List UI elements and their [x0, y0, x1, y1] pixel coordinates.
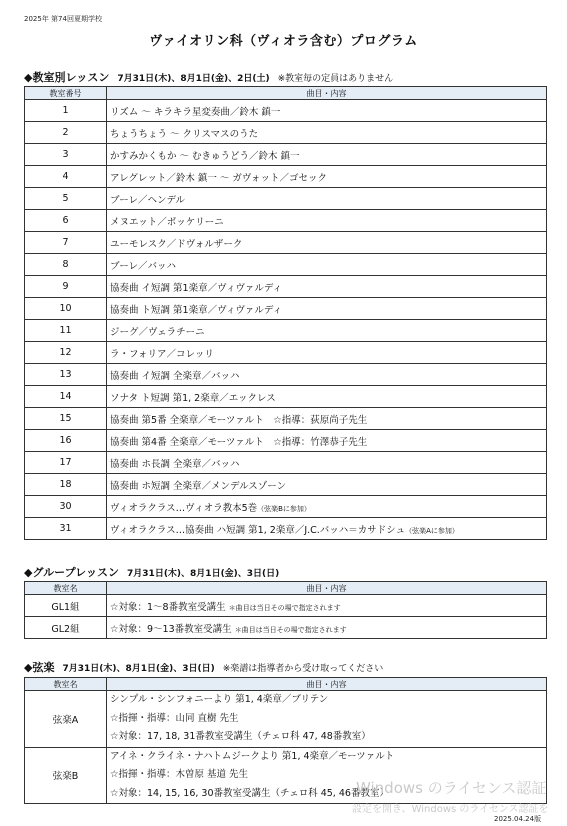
group-heading-row: [24, 564, 279, 580]
program-text: リズム 〜 キラキラ星変奏曲／鈴木 鎮一: [110, 106, 281, 118]
group-table: [24, 581, 547, 639]
strings-dates: 7月31日(木)、8月1日(金)、3日(日): [62, 664, 215, 674]
program-text: 協奏曲 ホ長調 全楽章／バッハ: [110, 458, 240, 470]
room-number: 18: [25, 474, 107, 496]
room-number: 13: [25, 364, 107, 386]
school-name: 2025年 第74回夏期学校: [24, 15, 102, 23]
room-number: 15: [25, 408, 107, 430]
table-row: [25, 430, 547, 452]
room-number: 8: [25, 254, 107, 276]
table-row: [25, 408, 547, 430]
table-row: [25, 496, 547, 518]
lessons-table: [24, 86, 547, 540]
program-text: ブーレ／ヘンデル: [110, 194, 186, 206]
program-text: 協奏曲 イ短調 第1楽章／ヴィヴァルディ: [110, 282, 283, 294]
table-row: [25, 276, 547, 298]
room-number: 12: [25, 342, 107, 364]
lessons-dates: 7月31日(木)、8月1日(金)、2日(土): [117, 74, 270, 84]
activation-watermark-title: Windows のライセンス認証: [356, 779, 547, 797]
strings-heading: ◆弦楽: [24, 661, 55, 674]
room-number: 14: [25, 386, 107, 408]
group-header-row: [25, 582, 547, 595]
program-text: ジーグ／ヴェラチーニ: [110, 326, 205, 338]
program-content: [107, 166, 547, 188]
program-text: ユーモレスク／ドヴォルザーク: [110, 238, 243, 250]
table-row: [25, 452, 547, 474]
table-row: [25, 254, 547, 276]
room-number: 6: [25, 210, 107, 232]
column-header: 曲目・内容: [107, 582, 547, 595]
program-line: ☆指揮・指導：木曽原 基道 先生: [110, 769, 249, 780]
room-number: 16: [25, 430, 107, 452]
lessons-header-row: [25, 87, 547, 100]
program-text: 協奏曲 第5番 全楽章／モーツァルト ☆指導：荻原尚子先生: [110, 414, 368, 426]
program-text: 協奏曲 第4番 全楽章／モーツァルト ☆指導：竹澤恭子先生: [110, 436, 368, 448]
table-row: [25, 518, 547, 540]
program-text: ヴィオラクラス…協奏曲 ハ短調 第1, 2楽章／J.C.バッハ＝カサドシュ: [110, 524, 406, 536]
program-content: [107, 430, 547, 452]
program-content: [107, 100, 547, 122]
room-name: 弦楽B: [25, 747, 107, 804]
room-number: 7: [25, 232, 107, 254]
room-number: 3: [25, 144, 107, 166]
program-note: （弦楽Aに参加）: [405, 526, 459, 535]
room-number: 17: [25, 452, 107, 474]
program-content: [107, 386, 547, 408]
room-number: 2: [25, 122, 107, 144]
program-content: [107, 144, 547, 166]
table-row: [25, 474, 547, 496]
lessons-body: [25, 100, 547, 540]
program-content: [107, 254, 547, 276]
page-title: ヴァイオリン科（ヴィオラ含む）プログラム: [149, 34, 418, 49]
group-dates: 7月31日(木)、8月1日(金)、3日(日): [127, 569, 280, 579]
table-row: [25, 364, 547, 386]
program-text: 協奏曲 ト短調 第1楽章／ヴィヴァルディ: [110, 304, 283, 316]
room-number: 30: [25, 496, 107, 518]
program-content: [107, 474, 547, 496]
program-content: [107, 452, 547, 474]
room-name: 弦楽A: [25, 691, 107, 748]
room-number: 31: [25, 518, 107, 540]
table-row: [25, 298, 547, 320]
program-content: [107, 342, 547, 364]
table-row: [25, 210, 547, 232]
room-number: 11: [25, 320, 107, 342]
program-note: ＊曲目は当日その場で指定されます: [228, 603, 341, 612]
table-row: [25, 691, 547, 748]
program-text: ソナタ ト短調 第1, 2楽章／エックレス: [110, 392, 276, 404]
table-row: [25, 188, 547, 210]
group-heading: ◆グループレッスン: [24, 566, 120, 579]
column-header: 教室名: [25, 678, 107, 691]
program-text: ちょうちょう 〜 クリスマスのうた: [110, 128, 259, 140]
table-row: [25, 232, 547, 254]
table-row: [25, 342, 547, 364]
program-text: ラ・フォリア／コレッリ: [110, 348, 214, 360]
table-row: [25, 595, 547, 617]
column-header: 曲目・内容: [107, 678, 547, 691]
program-content: [107, 122, 547, 144]
room-number: 4: [25, 166, 107, 188]
room-name: GL1組: [25, 595, 107, 617]
program-content: [107, 518, 547, 540]
table-row: [25, 386, 547, 408]
group-body: [25, 595, 547, 639]
lessons-heading-row: [24, 69, 393, 85]
program-text: ヴィオラクラス…ヴィオラ教本5巻: [110, 502, 258, 514]
program-content: [107, 595, 547, 617]
program-note: （弦楽Bに参加）: [257, 504, 311, 513]
lessons-heading: ◆教室別レッスン: [24, 71, 110, 84]
program-text: 協奏曲 ホ短調 全楽章／メンデルスゾーン: [110, 480, 287, 492]
program-content: [107, 276, 547, 298]
program-text: かすみかくもか 〜 むきゅうどう／鈴木 鎮一: [110, 150, 300, 162]
program-text: アレグレット／鈴木 鎮一 〜 ガヴォット／ゴセック: [110, 172, 328, 184]
program-content: [107, 210, 547, 232]
program-content: [107, 320, 547, 342]
program-line: ☆対象：14, 15, 16, 30番教室受講生（チェロ科 45, 46番教室）: [110, 787, 389, 799]
program-content: [107, 188, 547, 210]
strings-note: ※楽譜は指導者から受け取ってください: [222, 664, 384, 674]
program-content: [107, 298, 547, 320]
version-date: 2025.04.24版: [494, 815, 542, 823]
table-row: [25, 144, 547, 166]
program-text: メヌエット／ボッケリーニ: [110, 216, 224, 228]
program-line: シンプル・シンフォニーより 第1, 4楽章／ブリテン: [110, 694, 329, 705]
strings-header-row: [25, 678, 547, 691]
column-header: 教室名: [25, 582, 107, 595]
room-number: 9: [25, 276, 107, 298]
program-line: ☆対象：17, 18, 31番教室受講生（チェロ科 47, 48番教室）: [110, 731, 371, 742]
program-content: [107, 496, 547, 518]
program-note: ＊曲目は当日その場で指定されます: [234, 625, 347, 634]
room-number: 1: [25, 100, 107, 122]
table-row: [25, 122, 547, 144]
table-row: [25, 100, 547, 122]
program-content: [107, 691, 547, 748]
program-content: [107, 617, 547, 639]
target-text: ☆対象：1〜8番教室受講生: [110, 601, 226, 613]
column-header: 教室番号: [25, 87, 107, 100]
room-name: GL2組: [25, 617, 107, 639]
table-row: [25, 617, 547, 639]
program-text: 協奏曲 イ短調 全楽章／バッハ: [110, 370, 240, 382]
room-number: 10: [25, 298, 107, 320]
program-line: アイネ・クライネ・ナハトムジークより 第1, 4楽章／モーツァルト: [110, 750, 395, 762]
column-header: 曲目・内容: [107, 87, 547, 100]
table-row: [25, 320, 547, 342]
strings-heading-row: [24, 659, 383, 675]
lessons-note: ※教室毎の定員はありません: [277, 74, 394, 84]
program-content: [107, 408, 547, 430]
program-content: [107, 364, 547, 386]
activation-watermark-text: 設定を開き、Windows のライセンス認証を: [352, 804, 549, 815]
room-number: 5: [25, 188, 107, 210]
target-text: ☆対象：9〜13番教室受講生: [110, 623, 232, 635]
table-row: [25, 166, 547, 188]
program-content: [107, 232, 547, 254]
program-text: ブーレ／バッハ: [110, 260, 177, 272]
program-line: ☆指揮・指導：山同 直樹 先生: [110, 712, 239, 724]
